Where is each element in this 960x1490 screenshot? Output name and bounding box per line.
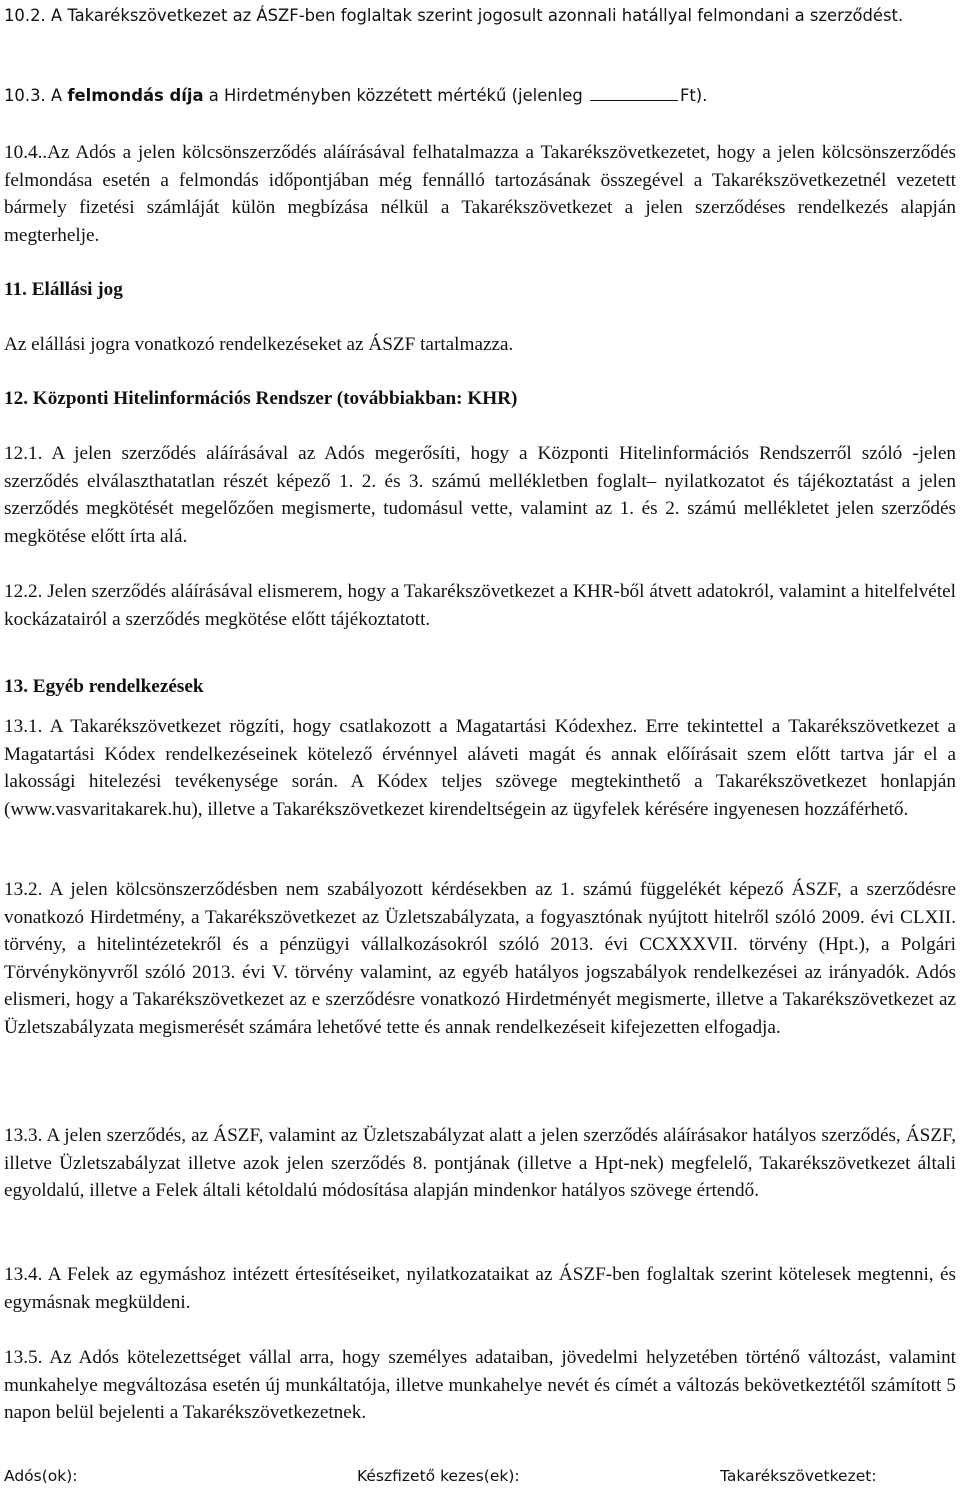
- heading-13: 13. Egyéb rendelkezések: [4, 676, 204, 697]
- fee-amount-blank: [590, 84, 678, 101]
- paragraph-11: Az elállási jogra vonatkozó rendelkezéseket az ÁSZF tartalmazza.: [4, 334, 514, 355]
- signature-bank-label: Takarékszövetkezet:: [720, 1467, 877, 1485]
- paragraph-10-3-lead: 10.3. A: [4, 86, 68, 105]
- paragraph-12-2: 12.2. Jelen szerződés aláírásával elismerem, hogy a Takarékszövetkezet a KHR-ből átvett adatokról, valamint a hitelfelvétel kockázatairól a szerződés megkötése előtt tájékoztatott.: [4, 581, 956, 630]
- paragraph-13-1: 13.1. A Takarékszövetkezet rögzíti, hogy csatlakozott a Magatartási Kódexhez. Erre tekintettel a Takarékszövetkezet a Magatartási Kódex rendelkezéseinek kötelező érvénnyel aláveti magát és annak előírásait szem előtt tartva jár el a lakossági hitelezési tevékenysége során. A Kódex teljes szövege megtekinthető a Takarékszövetkezet honlapján (www.vasvaritakarek.hu), illetve a Takarékszövetkezet kirendeltségein az ügyfelek kérésére ingyenesen hozzáférhető.: [4, 716, 956, 820]
- paragraph-10-2: 10.2. A Takarékszövetkezet az ÁSZF-ben foglaltak szerint jogosult azonnali hatállyal felmondani a szerződést.: [4, 6, 904, 25]
- heading-12: 12. Központi Hitelinformációs Rendszer (továbbiakban: KHR): [4, 388, 518, 409]
- heading-11: 11. Elállási jog: [4, 279, 123, 300]
- signature-guarantor-label: Készfizető kezes(ek):: [357, 1467, 520, 1485]
- signature-debtor-label: Adós(ok):: [4, 1467, 78, 1485]
- paragraph-13-4: 13.4. A Felek az egymáshoz intézett értesítéseiket, nyilatkozataikat az ÁSZF-ben foglaltak szerint kötelesek megtenni, és egymásnak megküldeni.: [4, 1264, 956, 1313]
- paragraph-13-3: 13.3. A jelen szerződés, az ÁSZF, valamint az Üzletszabályzat alatt a jelen szerződés aláírásakor hatályos szerződés, ÁSZF, illetve Üzletszabályzat illetve azok jelen szerződés 8. pontjának (illetve a Hpt-nek) megfelelő, Takarékszövetkezet általi egyoldalú, illetve a Felek általi kétoldalú módosítása alapján mindenkor hatályos szövege értendő.: [4, 1125, 956, 1202]
- fee-term: felmondás díja: [67, 86, 204, 105]
- paragraph-10-4: 10.4..Az Adós a jelen kölcsönszerződés aláírásával felhatalmazza a Takarékszövetkezetet, hogy a jelen kölcsönszerződés felmondása esetén a felmondás időpontjában még fennálló tartozásának összegével a Takarékszövetkezetnél vezetett bármely fizetési számláját külön megbízása nélkül a Takarékszövetkezet a jelen szerződéses rendelkezés alapján megterhelje.: [4, 142, 956, 246]
- paragraph-10-3-middle: a Hirdetményben közzétett mértékű (jelenleg: [203, 86, 588, 105]
- paragraph-13-2: 13.2. A jelen kölcsönszerződésben nem szabályozott kérdésekben az 1. számú függelékét képező ÁSZF, a szerződésre vonatkozó Hirdetmény, a Takarékszövetkezet az Üzletszabályzata, a fogyasztónak nyújtott hitelről szóló 2009. évi CLXII. törvény, a hitelintézetekről és a pénzügyi vállalkozásokról szóló 2013. évi CCXXXVII. törvény (Hpt.), a Polgári Törvénykönyvről szóló 2013. évi V. törvény valamint, az egyéb hatályos jogszabályok rendelkezései az irányadók. Adós elismeri, hogy a Takarékszövetkezet az e szerződésre vonatkozó Hirdetményét megismerte, illetve a Takarékszövetkezet az Üzletszabályzata megismerését számára lehetővé tette és annak rendelkezéseit kifejezetten elfogadja.: [4, 879, 956, 1038]
- paragraph-12-1: 12.1. A jelen szerződés aláírásával az Adós megerősíti, hogy a Központi Hitelinformációs Rendszerről szóló -jelen szerződés elválaszthatatlan részét képező 1. 2. és 3. számú mellékletben foglalt– nyilatkozatot és tájékoztatást a jelen szerződés megkötését megelőzően megismerte, tudomásul vette, valamint az 1. és 2. számú mellékletet jelen szerződés megkötése előtt írta alá.: [4, 443, 956, 547]
- paragraph-10-3: [4, 82, 956, 111]
- paragraph-10-3-end: Ft).: [679, 86, 708, 105]
- paragraph-13-5: 13.5. Az Adós kötelezettséget vállal arra, hogy személyes adataiban, jövedelmi helyzetében történő változást, valamint munkahelye megváltozása esetén új munkáltatója, illetve munkahelye nevét és címét a változás bekövetkeztétől számított 5 napon belül bejelenti a Takarékszövetkezetnek.: [4, 1347, 956, 1424]
